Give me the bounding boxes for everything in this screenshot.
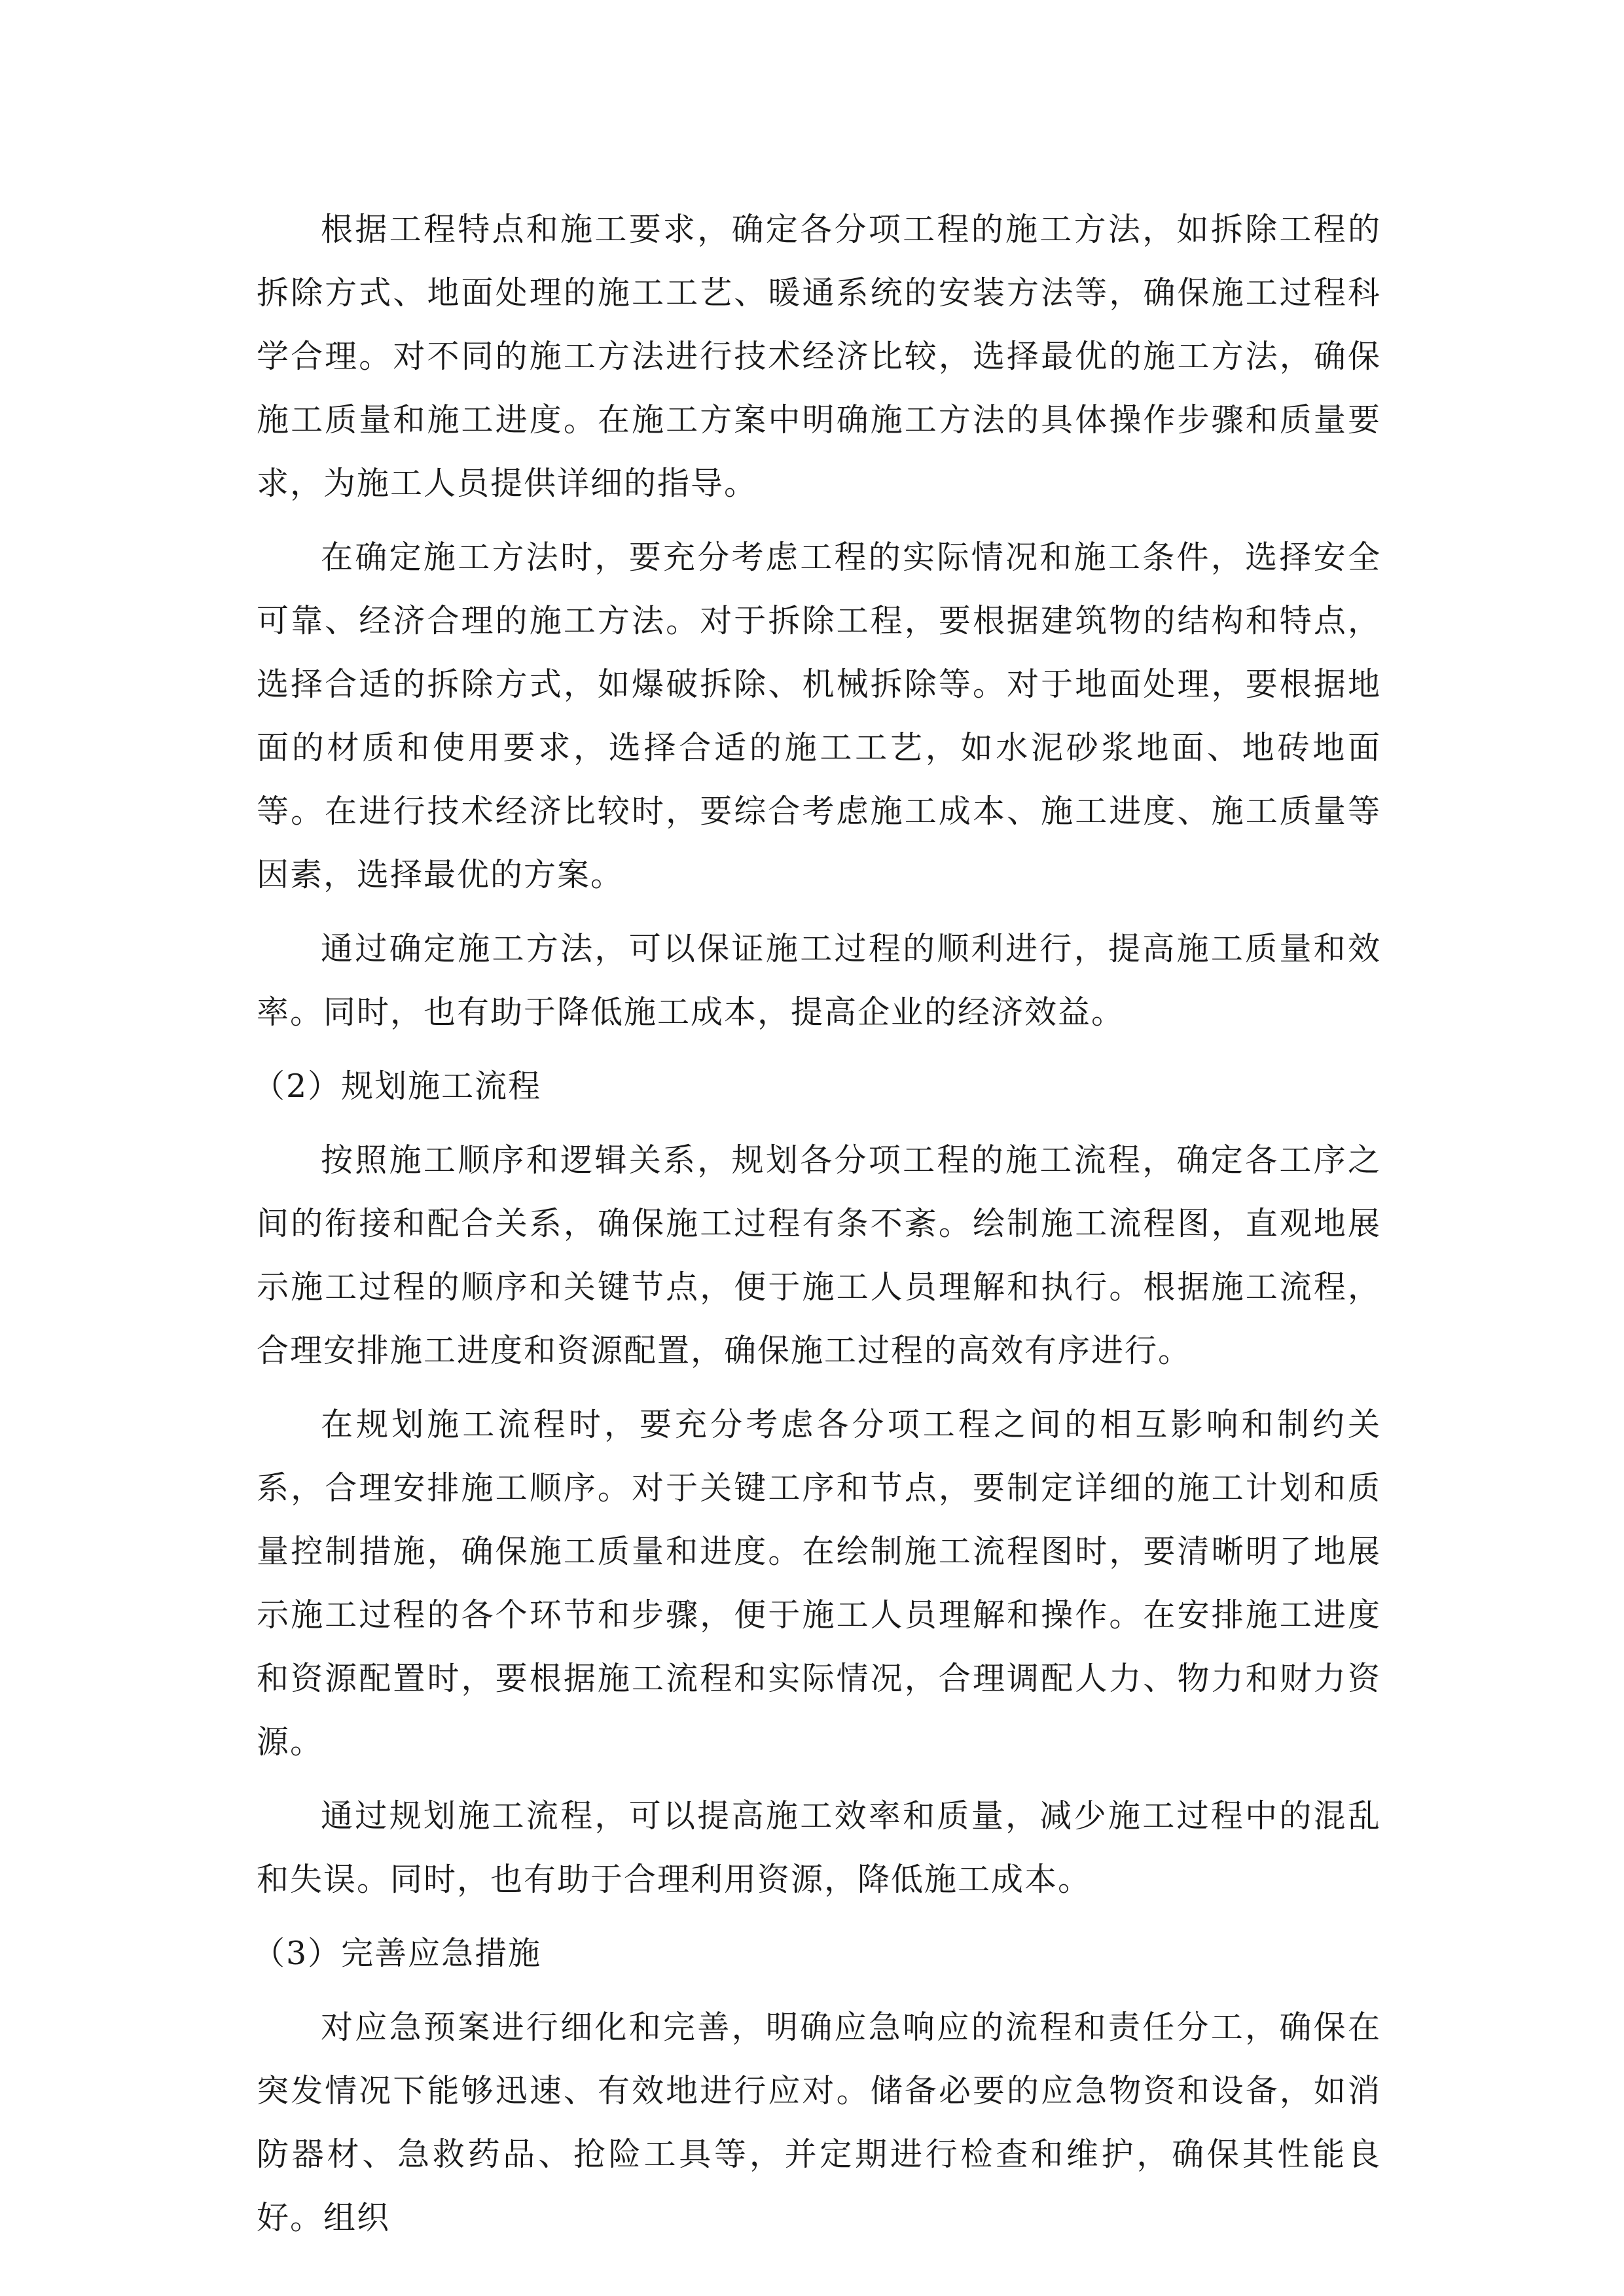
paragraph-process-planning: 按照施工顺序和逻辑关系，规划各分项工程的施工流程，确定各工序之间的衔接和配合关系，确保施工过程有条不紊。绘制施工流程图，直观地展示施工过程的顺序和关键节点，便于施工人员理解和执行。根据施工流程，合理安排施工进度和资源配置，确保施工过程的高效有序进行。 (257, 1141, 1381, 1369)
paragraph-process-benefits: 通过规划施工流程，可以提高施工效率和质量，减少施工过程中的混乱和失误。同时，也有助于合理利用资源，降低施工成本。 (257, 1797, 1381, 1898)
paragraph-construction-method-overview: 根据工程特点和施工要求，确定各分项工程的施工方法，如拆除工程的拆除方式、地面处理的施工工艺、暖通系统的安装方法等，确保施工过程科学合理。对不同的施工方法进行技术经济比较，选择最优的施工方法，确保施工质量和施工进度。在施工方案中明确施工方法的具体操作步骤和质量要求，为施工人员提供详细的指导。 (257, 211, 1381, 502)
paragraph-process-considerations: 在规划施工流程时，要充分考虑各分项工程之间的相互影响和制约关系，合理安排施工顺序。对于关键工序和节点，要制定详细的施工计划和质量控制措施，确保施工质量和进度。在绘制施工流程图时，要清晰明了地展示施工过程的各个环节和步骤，便于施工人员理解和操作。在安排施工进度和资源配置时，要根据施工流程和实际情况，合理调配人力、物力和财力资源。 (257, 1406, 1381, 1761)
section-heading-emergency-measures: （3）完善应急措施 (253, 1935, 542, 1972)
paragraph-emergency-plan: 对应急预案进行细化和完善，明确应急响应的流程和责任分工，确保在突发情况下能够迅速、有效地进行应对。储备必要的应急物资和设备，如消防器材、急救药品、抢险工具等，并定期进行检查和维护，确保其性能良好。组织 (257, 2009, 1381, 2236)
section-heading-plan-process: （2）规划施工流程 (253, 1067, 542, 1105)
paragraph-method-selection-considerations: 在确定施工方法时，要充分考虑工程的实际情况和施工条件，选择安全可靠、经济合理的施工方法。对于拆除工程，要根据建筑物的结构和特点，选择合适的拆除方式，如爆破拆除、机械拆除等。对于地面处理，要根据地面的材质和使用要求，选择合适的施工工艺，如水泥砂浆地面、地砖地面等。在进行技术经济比较时，要综合考虑施工成本、施工进度、施工质量等因素，选择最优的方案。 (257, 539, 1381, 893)
paragraph-method-benefits: 通过确定施工方法，可以保证施工过程的顺利进行，提高施工质量和效率。同时，也有助于降低施工成本，提高企业的经济效益。 (257, 930, 1381, 1031)
document-body (253, 198, 1381, 2260)
